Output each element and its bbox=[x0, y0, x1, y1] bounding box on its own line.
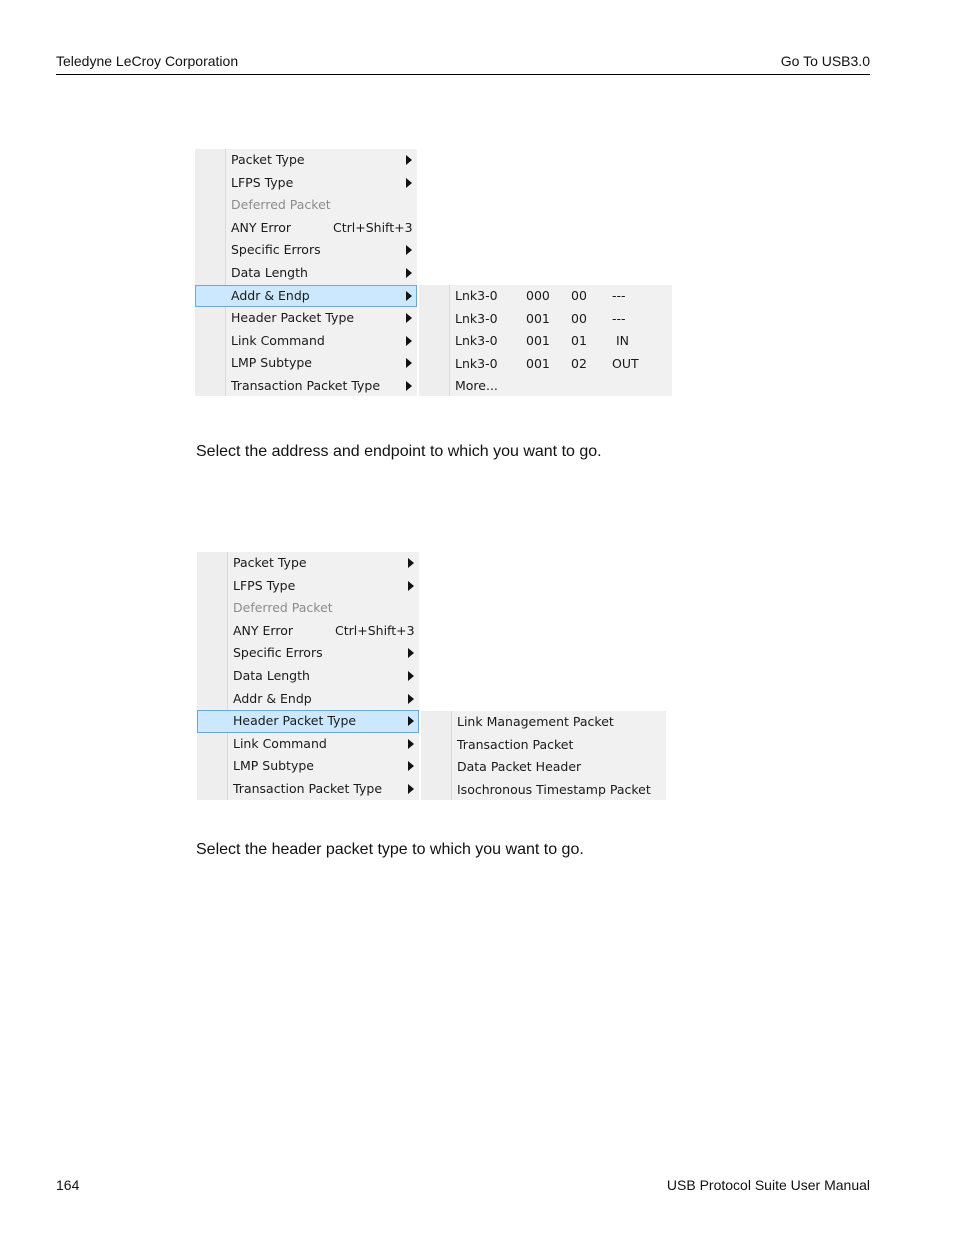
endpoint-endp: 00 bbox=[571, 310, 587, 326]
submenu-header-packet-type bbox=[421, 711, 666, 800]
chevron-right-icon bbox=[406, 381, 412, 391]
menu-item-label: Deferred Packet bbox=[231, 197, 331, 213]
menu-item-label: ANY Error bbox=[231, 219, 291, 235]
header-rule bbox=[56, 74, 870, 75]
menu-item-link-command[interactable] bbox=[195, 330, 417, 353]
submenu-item-label: Transaction Packet bbox=[457, 736, 574, 752]
submenu-item-label: Isochronous Timestamp Packet bbox=[457, 781, 651, 797]
menu-item-label: Deferred Packet bbox=[233, 600, 333, 616]
menu-item-label: Packet Type bbox=[233, 555, 307, 570]
submenu-addr-endp bbox=[419, 285, 672, 396]
menu-item-label: LFPS Type bbox=[231, 174, 294, 190]
endpoint-dir: --- bbox=[612, 288, 626, 303]
menu-item-label: Transaction Packet Type bbox=[233, 781, 383, 796]
chevron-right-icon bbox=[408, 671, 414, 681]
menu-item-specific-errors[interactable] bbox=[197, 642, 419, 665]
menu-item-label: Header Packet Type bbox=[231, 310, 355, 326]
submenu-item-endpoint[interactable] bbox=[419, 330, 672, 353]
menu-item-link-command[interactable] bbox=[197, 733, 419, 756]
menu-item-lfps-type[interactable] bbox=[197, 575, 419, 598]
submenu-item-data-packet-header[interactable] bbox=[421, 756, 666, 779]
menu-item-label: Data Length bbox=[231, 265, 308, 280]
endpoint-addr: 000 bbox=[526, 288, 550, 303]
chevron-right-icon bbox=[408, 761, 414, 771]
endpoint-addr: 001 bbox=[526, 355, 550, 371]
submenu-item-transaction-packet[interactable] bbox=[421, 734, 666, 757]
menu-item-label: LMP Subtype bbox=[233, 758, 314, 774]
header-right: Go To USB3.0 bbox=[780, 53, 870, 69]
chevron-right-icon bbox=[408, 694, 414, 704]
page-number: 164 bbox=[56, 1177, 80, 1193]
menu-item-lmp-subtype[interactable] bbox=[195, 352, 417, 375]
menu-item-label: Addr & Endp bbox=[233, 690, 312, 706]
menu-item-data-length[interactable] bbox=[197, 665, 419, 688]
menu-item-label: Specific Errors bbox=[233, 645, 323, 661]
submenu-item-endpoint[interactable] bbox=[419, 308, 672, 331]
menu-item-label: Addr & Endp bbox=[231, 287, 310, 303]
chevron-right-icon bbox=[406, 245, 412, 255]
endpoint-link: Lnk3-0 bbox=[455, 355, 498, 371]
endpoint-link: Lnk3-0 bbox=[455, 333, 498, 349]
menu-item-shortcut: Ctrl+Shift+3 bbox=[335, 622, 415, 638]
menu-item-transaction-packet-type[interactable] bbox=[195, 375, 417, 398]
submenu-item-label: Link Management Packet bbox=[457, 714, 614, 729]
menu-item-label: Link Command bbox=[233, 735, 327, 751]
menu-item-specific-errors[interactable] bbox=[195, 239, 417, 262]
chevron-right-icon bbox=[408, 648, 414, 658]
menu-item-header-packet-type[interactable] bbox=[197, 710, 419, 733]
submenu-item-isochronous-timestamp-packet[interactable] bbox=[421, 779, 666, 802]
menu-item-any-error[interactable] bbox=[197, 620, 419, 643]
endpoint-link: Lnk3-0 bbox=[455, 288, 498, 303]
menu-item-deferred-packet bbox=[197, 597, 419, 620]
menu-item-transaction-packet-type[interactable] bbox=[197, 778, 419, 801]
menu-item-deferred-packet bbox=[195, 194, 417, 217]
chevron-right-icon bbox=[408, 716, 414, 726]
menu-item-any-error[interactable] bbox=[195, 217, 417, 240]
menu-item-label: Data Length bbox=[233, 668, 310, 683]
endpoint-dir: IN bbox=[616, 333, 630, 349]
endpoint-dir: OUT bbox=[612, 355, 639, 371]
chevron-right-icon bbox=[406, 155, 412, 165]
endpoint-endp: 01 bbox=[571, 333, 587, 349]
menu-item-label: Transaction Packet Type bbox=[231, 378, 381, 393]
menu-item-header-packet-type[interactable] bbox=[195, 307, 417, 330]
endpoint-endp: 02 bbox=[571, 355, 587, 371]
submenu-item-more[interactable] bbox=[419, 375, 672, 398]
context-menu-header-packet-type bbox=[197, 552, 419, 800]
menu-item-addr-and-endp[interactable] bbox=[197, 688, 419, 711]
submenu-item-endpoint[interactable] bbox=[419, 285, 672, 308]
chevron-right-icon bbox=[408, 558, 414, 568]
header-left: Teledyne LeCroy Corporation bbox=[56, 53, 239, 69]
menu-item-label: LFPS Type bbox=[233, 577, 296, 593]
menu-item-label: LMP Subtype bbox=[231, 355, 312, 371]
menu-item-label: Link Command bbox=[231, 332, 325, 348]
menu-item-shortcut: Ctrl+Shift+3 bbox=[333, 219, 413, 235]
caption-header-packet-type: Select the header packet type to which you want to go. bbox=[196, 841, 584, 858]
endpoint-dir: --- bbox=[612, 310, 626, 326]
menu-item-label: Header Packet Type bbox=[233, 713, 357, 729]
menu-item-label: Packet Type bbox=[231, 152, 305, 167]
menu-item-lmp-subtype[interactable] bbox=[197, 755, 419, 778]
menu-item-packet-type[interactable] bbox=[197, 552, 419, 575]
menu-item-label: ANY Error bbox=[233, 622, 293, 638]
submenu-item-label: Data Packet Header bbox=[457, 759, 582, 775]
menu-item-lfps-type[interactable] bbox=[195, 172, 417, 195]
caption-addr-endp: Select the address and endpoint to which you want to go. bbox=[196, 443, 602, 460]
chevron-right-icon bbox=[406, 268, 412, 278]
more-label: More... bbox=[455, 378, 498, 394]
footer-right: USB Protocol Suite User Manual bbox=[666, 1177, 870, 1193]
chevron-right-icon bbox=[406, 178, 412, 188]
endpoint-link: Lnk3-0 bbox=[455, 310, 498, 326]
chevron-right-icon bbox=[406, 291, 412, 301]
chevron-right-icon bbox=[406, 358, 412, 368]
menu-item-packet-type[interactable] bbox=[195, 149, 417, 172]
chevron-right-icon bbox=[406, 313, 412, 323]
submenu-item-link-management-packet[interactable] bbox=[421, 711, 666, 734]
chevron-right-icon bbox=[408, 581, 414, 591]
menu-item-data-length[interactable] bbox=[195, 262, 417, 285]
menu-item-addr-and-endp[interactable] bbox=[195, 285, 417, 308]
endpoint-addr: 001 bbox=[526, 310, 550, 326]
endpoint-addr: 001 bbox=[526, 333, 550, 349]
endpoint-endp: 00 bbox=[571, 288, 587, 303]
context-menu-addr-endp bbox=[195, 149, 417, 396]
chevron-right-icon bbox=[408, 784, 414, 794]
chevron-right-icon bbox=[408, 739, 414, 749]
chevron-right-icon bbox=[406, 336, 412, 346]
menu-item-label: Specific Errors bbox=[231, 242, 321, 258]
submenu-item-endpoint[interactable] bbox=[419, 353, 672, 376]
